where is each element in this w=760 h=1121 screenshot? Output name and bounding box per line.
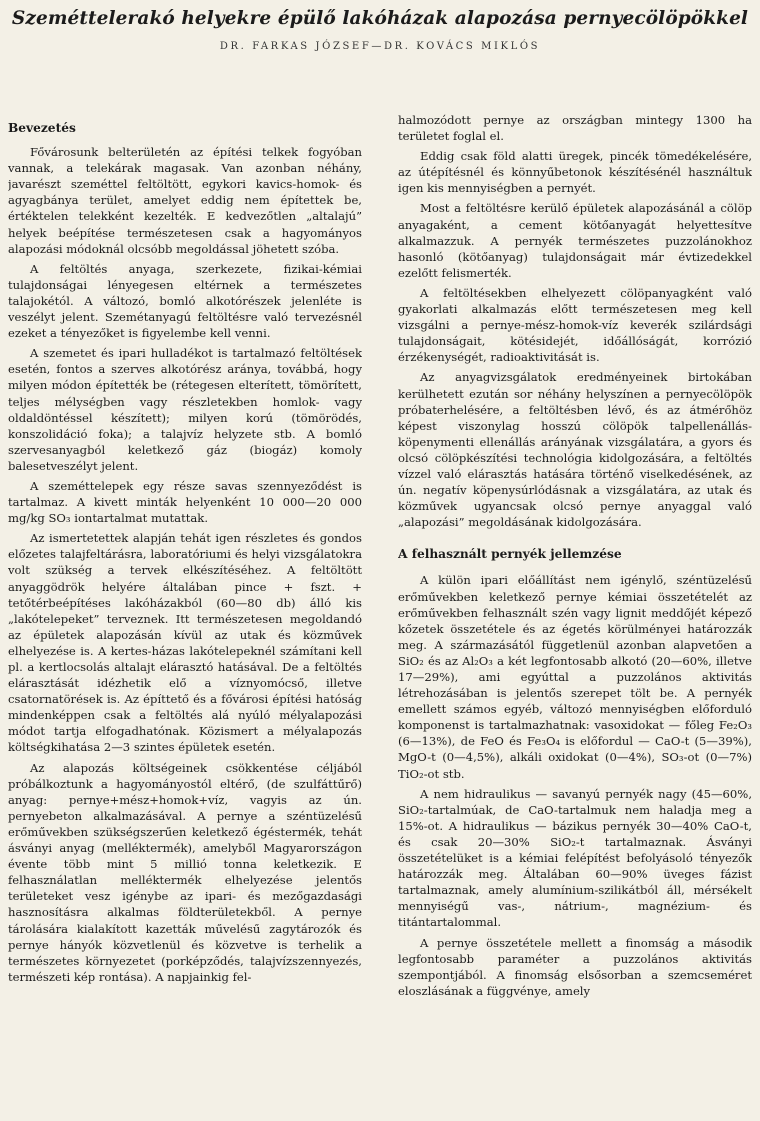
paragraph: A külön ipari előállítást nem igénylő, széntüzelésű erőművekben keletkező pernye kémiai összetételét az erőművekben felhasznált szén vagy lignit meddőjét képező kőzetek összetétele és az égetés körülményei határozzák meg. A származásától függetlenül azonban alapvetően a SiO₂ és az Al₂O₃ a két legfontosabb alkotó (20—60%, illetve 17—29%), ami egyúttal a puzzolános aktivitás létrehozásában is jelentős szerepet tölt be. A pernyék emellett számos egyéb, változó mennyiségben előforduló komponenst is tartalmazhatnak: vasoxidokat — főleg Fe₂O₃ (6—13%), de FeO és Fe₃O₄ is előfordul — CaO-t (5—39%), MgO-t (0—4,5%), alkáli oxidokat (0—4%), SO₃-ot (0—7%) TiO₂-ot stb. xyxy=(398,573,752,781)
right-column xyxy=(398,112,752,1112)
left-column xyxy=(8,112,362,1112)
paragraph: Az anyagvizsgálatok eredményeinek birtokában kerülhetett ezután sor néhány helyszínen a pernyecölöpök próbaterhelésére, a feltöltésben lévő, és az átmérőhöz képest viszonylag hosszú cölöpök talpellenállás-köpenymenti ellenállás arányának vizsgálatára, a gyors és olcsó cölöpkészítési technológia kidolgozására, a feltöltés vízzel való elárasztás hatására történő viselkedésének, az ún. negatív köpenysúrlódásnak a vizsgálatára, az utak és közművek ugyancsak olcsó pernye anyaggal való „alapozási” megoldásának kidolgozására. xyxy=(398,370,752,530)
article-authors: DR. FARKAS JÓZSEF—DR. KOVÁCS MIKLÓS xyxy=(219,41,541,52)
paragraph: Most a feltöltésre kerülő épületek alapozásánál a cölöp anyagaként, a cement kötőanyagát helyettesítve alkalmazzuk. A pernyék természetes puzzolánokhoz hasonló (kötőanyag) tulajdonságait már évtizedekkel ezelőtt felismerték. xyxy=(398,201,752,280)
section-heading-fly-ash: A felhasznált pernyék jellemzése xyxy=(398,547,622,562)
paragraph: A feltöltés anyaga, szerkezete, fizikai-kémiai tulajdonságai lényegesen eltérnek a természetes talajokétól. A változó, bomló alkotórészek jelenléte is veszélyt jelent. Szemétanyagú feltöltésre való tervezésnél ezeket a tényezőket is figyelembe kell venni. xyxy=(8,261,362,341)
paragraph: Eddig csak föld alatti üregek, pincék tömedékelésére, az útépítésnél és könnyűbetonok készítésénél használtuk igen kis mennyiségben a pernyét. xyxy=(398,149,752,196)
paragraph: Az ismertetettek alapján tehát igen részletes és gondos előzetes talajfeltárásra, laboratóriumi és helyi vizsgálatokra volt szükség a tervek elkészítéséhez. A feltöltött anyaggödrök helyére általában pince + fszt. + tetőtérbeépítéses lakóházakból (60—80 db) álló kis „lakótelepeket” terveznek. Itt természetesen megoldandó az épületek alapozásán kívül az utak és közművek elhelyezése is. A kertes-házas lakótelepeknél számítani kell pl. a kertlocsolás altalajt elárasztó hatásával. De a feltöltés elárasztását idézhetik elő a víznyomócső, illetve csatornatörések is. Az építtető és a fővárosi építési hatóság mindenképpen csak a feltöltés alá nyúló mélyalapozási módot tartja elfogadhatónak. Közismert a mélyalapozás költségkihatása 2—3 szintes épületek esetén. xyxy=(8,531,362,755)
paragraph: Fővárosunk belterületén az építési telkek fogyóban vannak, a telekárak magasak. Van azonban néhány, javarészt szeméttel feltöltött, egykori kavics-homok- és agyagbánya terület, amelyet eddig nem építettek be, értéktelen telekként kezelték. E kedvezőtlen „altalajú” helyek beépítése természetesen csak a hagyományos alapozási módoknál olcsóbb megoldással jöhetett szóba. xyxy=(8,145,362,256)
article-title: Szeméttelerakó helyekre épülő lakóházak alapozása pernyecölöpökkel xyxy=(11,8,749,29)
section-heading-introduction: Bevezetés xyxy=(8,121,76,135)
paragraph: Az alapozás költségeinek csökkentése céljából próbálkoztunk a hagyományostól eltérő, (de szulfáttűrő) anyag: pernye+mész+homok+víz, vagyis az ún. pernyebeton alkalmazásával. A pernye a széntüzelésű erőművekben szükségszerűen keletkező égéstermék, tehát ásványi anyag (melléktermék), amelyből Magyarországon évente több mint 5 millió tonna keletkezik. E felhasználatlan melléktermék elhelyezése jelentős területeket vesz igénybe az ipari- és mezőgazdasági hasznosításra alkalmas földterületekből. A pernye tárolására kialakított kazetták művelésű zagytározók és pernye hányók közvetlenül és közvetve is terhelik a természetes környezetet (porképződés, talajvízszennyezés, természeti kép rontása). A napjainkig fel- xyxy=(8,760,362,984)
paragraph: A pernye összetétele mellett a finomság a második legfontosabb paraméter a puzzolános aktivitás szempontjából. A finomság elsősorban a szemcseméret eloszlásának a függvénye, amely xyxy=(398,935,752,998)
paragraph: A nem hidraulikus — savanyú pernyék nagy (45—60%, SiO₂-tartalmúak, de CaO-tartalmuk nem haladja meg a 15%-ot. A hidraulikus — bázikus pernyék 30—40% CaO-t, és csak 20—30% SiO₂-t tartalmaznak. Ásványi összetételüket is a kémiai felépítést befolyásoló tényezők határozzák meg. Általában 60—90% üveges fázist tartalmaznak, amely alumínium-szilikátból áll, mérsékelt mennyiségű vas-, nátrium-, magnézium- és titántartalommal. xyxy=(398,786,752,930)
paragraph: A szeméttelepek egy része savas szennyeződést is tartalmaz. A kivett minták helyenként 10 000—20 000 mg/kg SO₃ iontartalmat mutattak. xyxy=(8,478,362,526)
paragraph: A feltöltésekben elhelyezett cölöpanyagként való gyakorlati alkalmazás előtt természetesen meg kell vizsgálni a pernye-mész-homok-víz keverék szilárdsági tulajdonságait, kötésidejét, időállóságát, korrózió érzékenységét, radioaktivitását is. xyxy=(398,285,752,365)
paragraph: A szemetet és ipari hulladékot is tartalmazó feltöltések esetén, fontos a szerves alkotórész aránya, továbbá, hogy milyen módon építették be (rétegesen elterített, tömörített, teljes mélységben vagy részletekben homlok- vagy oldaldöntéssel készített); milyen korú (tömörödés, konszolidáció foka); a talajvíz helyzete stb. A bomló szervesanyagból keletkező gáz (biogáz) komoly balesetveszélyt jelent. xyxy=(8,346,362,473)
paragraph-continuation: halmozódott pernye az országban mintegy 1300 ha területet foglal el. xyxy=(398,113,752,144)
